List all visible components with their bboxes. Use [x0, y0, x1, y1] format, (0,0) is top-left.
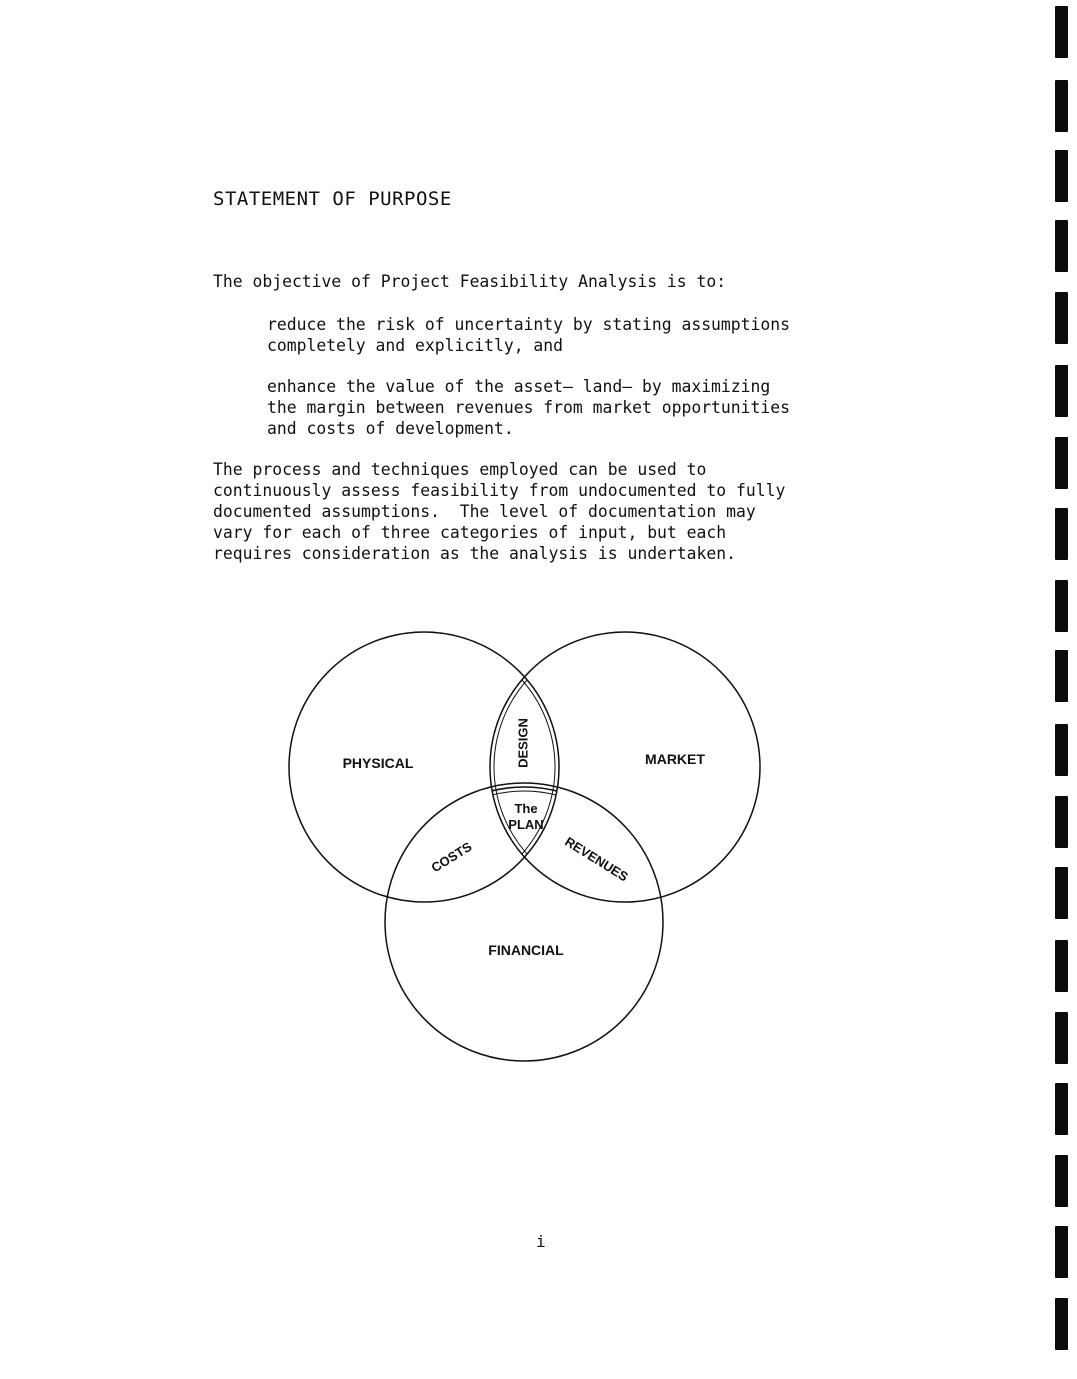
binding-hole: [1055, 150, 1068, 202]
body-line-2: continuously assess feasibility from undocumented to fully: [213, 481, 786, 500]
binding-hole: [1055, 724, 1068, 776]
page-title: STATEMENT OF PURPOSE: [213, 188, 452, 210]
binding-hole: [1055, 1298, 1068, 1350]
binding-hole: [1055, 1083, 1068, 1135]
binding-hole: [1055, 1012, 1068, 1064]
binding-hole: [1055, 1226, 1068, 1278]
objective-2-line-1: enhance the value of the asset— land— by maximizing: [267, 377, 771, 396]
binding-hole: [1055, 1155, 1068, 1207]
binding-hole: [1055, 940, 1068, 992]
body-line-3: documented assumptions. The level of documentation may: [213, 502, 756, 521]
binding-hole: [1055, 796, 1068, 848]
objective-2-line-3: and costs of development.: [267, 419, 514, 438]
objective-2-line-2: the margin between revenues from market opportunities: [267, 398, 791, 417]
binding-hole: [1055, 580, 1068, 632]
binding-hole: [1055, 220, 1068, 272]
body-line-4: vary for each of three categories of input, but each: [213, 523, 727, 542]
revenues-label: REVENUES: [562, 833, 631, 885]
design-label: DESIGN: [515, 718, 531, 768]
financial-label: FINANCIAL: [488, 942, 564, 958]
objective-1-line-2: completely and explicitly, and: [267, 336, 564, 355]
page-number: i: [536, 1232, 546, 1251]
binding-hole: [1055, 6, 1068, 58]
binding-hole: [1055, 80, 1068, 132]
objective-1-line-1: reduce the risk of uncertainty by stating assumptions: [267, 315, 791, 334]
binding-hole: [1055, 867, 1068, 919]
body-line-5: requires consideration as the analysis is undertaken.: [213, 544, 737, 563]
binding-hole: [1055, 508, 1068, 560]
binding-hole: [1055, 650, 1068, 702]
market-label: MARKET: [645, 751, 705, 767]
binding-holes: [1047, 0, 1077, 1379]
physical-label: PHYSICAL: [342, 755, 414, 771]
costs-label: COSTS: [428, 838, 475, 876]
intro-text: The objective of Project Feasibility Analysis is to:: [213, 272, 727, 291]
binding-hole: [1055, 437, 1068, 489]
binding-hole: [1055, 292, 1068, 344]
plan-label-line-1: The: [514, 801, 538, 816]
market-circle: [490, 632, 760, 902]
binding-hole: [1055, 365, 1068, 417]
plan-label-line-2: PLAN: [508, 817, 544, 832]
body-line-1: The process and techniques employed can be used to: [213, 460, 707, 479]
